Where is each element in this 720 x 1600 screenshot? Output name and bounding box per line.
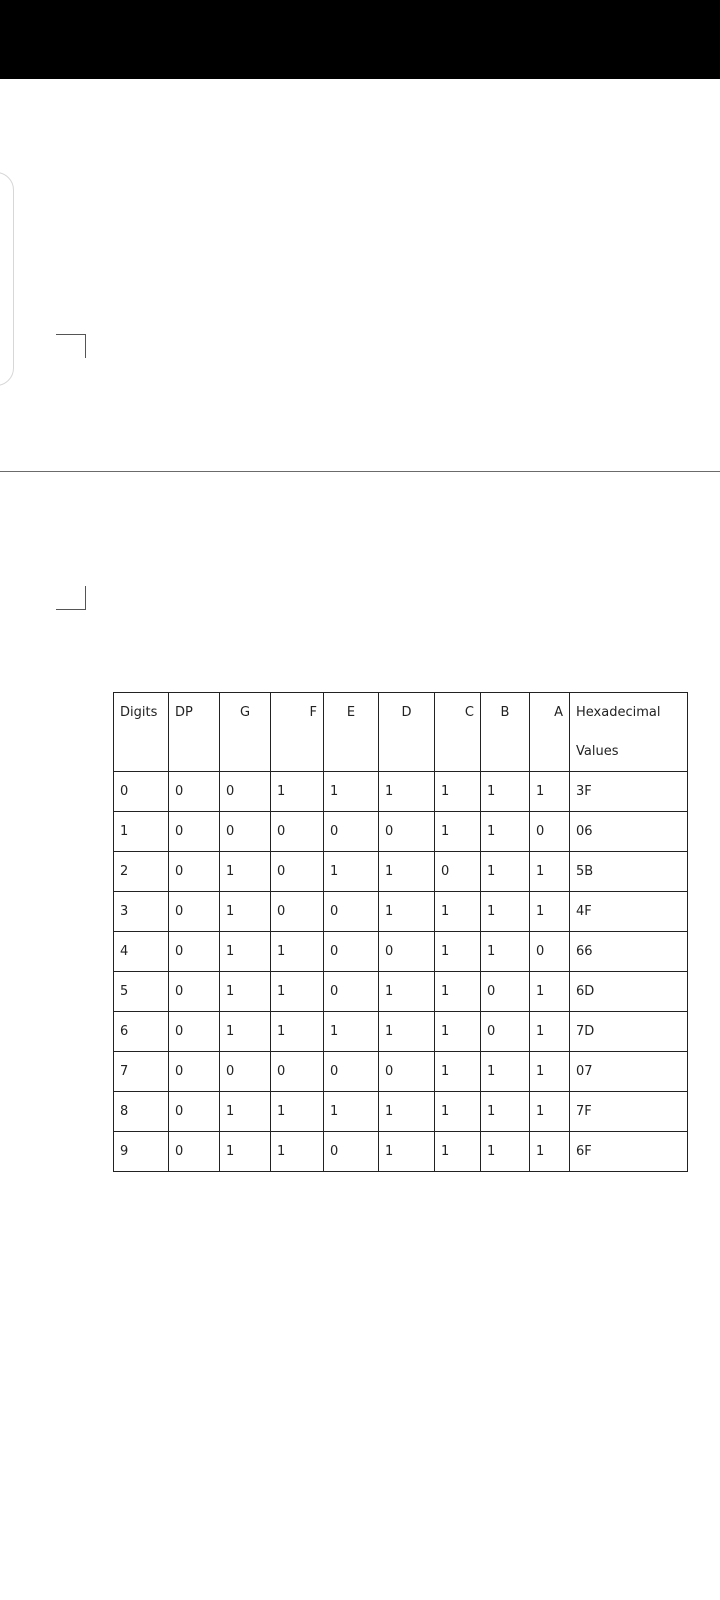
cell-b: 1 xyxy=(481,1092,530,1132)
cell-f: 0 xyxy=(271,1052,324,1092)
header-e: E xyxy=(324,693,379,772)
cell-b: 1 xyxy=(481,772,530,812)
cell-f: 1 xyxy=(271,1132,324,1172)
cell-hex: 4F xyxy=(570,892,688,932)
cell-g: 1 xyxy=(220,1132,271,1172)
cell-e: 0 xyxy=(324,1132,379,1172)
header-row xyxy=(114,693,688,772)
cell-c: 1 xyxy=(435,972,481,1012)
cell-dp: 0 xyxy=(169,1092,220,1132)
cell-g: 1 xyxy=(220,1092,271,1132)
cell-c: 0 xyxy=(435,852,481,892)
cell-hex: 07 xyxy=(570,1052,688,1092)
cell-g: 1 xyxy=(220,972,271,1012)
page-corner-mark-bottom xyxy=(56,586,86,610)
cell-a: 1 xyxy=(530,1092,570,1132)
cell-c: 1 xyxy=(435,932,481,972)
header-f: F xyxy=(271,693,324,772)
cell-g: 1 xyxy=(220,932,271,972)
cell-dp: 0 xyxy=(169,1052,220,1092)
seven-segment-table xyxy=(113,692,688,1172)
cell-digit: 5 xyxy=(114,972,169,1012)
cell-f: 1 xyxy=(271,972,324,1012)
table-row xyxy=(114,812,688,852)
cell-c: 1 xyxy=(435,1052,481,1092)
cell-dp: 0 xyxy=(169,892,220,932)
cell-hex: 06 xyxy=(570,812,688,852)
cell-e: 0 xyxy=(324,972,379,1012)
cell-a: 0 xyxy=(530,812,570,852)
cell-g: 1 xyxy=(220,892,271,932)
header-d: D xyxy=(379,693,435,772)
cell-a: 1 xyxy=(530,1052,570,1092)
cell-dp: 0 xyxy=(169,772,220,812)
cell-f: 0 xyxy=(271,852,324,892)
header-hex xyxy=(570,693,688,772)
cell-hex: 6F xyxy=(570,1132,688,1172)
cell-hex: 7D xyxy=(570,1012,688,1052)
cell-dp: 0 xyxy=(169,1012,220,1052)
cell-g: 1 xyxy=(220,1012,271,1052)
cell-c: 1 xyxy=(435,772,481,812)
cell-digit: 9 xyxy=(114,1132,169,1172)
cell-c: 1 xyxy=(435,1092,481,1132)
header-dp: DP xyxy=(169,693,220,772)
table-row xyxy=(114,772,688,812)
cell-digit: 3 xyxy=(114,892,169,932)
cell-dp: 0 xyxy=(169,852,220,892)
cell-digit: 6 xyxy=(114,1012,169,1052)
cell-b: 0 xyxy=(481,972,530,1012)
status-bar xyxy=(0,0,720,79)
cell-g: 0 xyxy=(220,1052,271,1092)
header-b: B xyxy=(481,693,530,772)
cell-d: 1 xyxy=(379,1092,435,1132)
cell-a: 1 xyxy=(530,892,570,932)
cell-c: 1 xyxy=(435,812,481,852)
table-row xyxy=(114,972,688,1012)
table-row xyxy=(114,932,688,972)
header-a: A xyxy=(530,693,570,772)
page-divider xyxy=(0,471,720,472)
cell-d: 1 xyxy=(379,852,435,892)
cell-digit: 7 xyxy=(114,1052,169,1092)
cell-dp: 0 xyxy=(169,972,220,1012)
header-hex-line1: Hexadecimal xyxy=(576,705,661,720)
cell-f: 1 xyxy=(271,932,324,972)
cell-b: 0 xyxy=(481,1012,530,1052)
cell-digit: 4 xyxy=(114,932,169,972)
cell-e: 1 xyxy=(324,772,379,812)
cell-digit: 8 xyxy=(114,1092,169,1132)
cell-d: 1 xyxy=(379,772,435,812)
cell-b: 1 xyxy=(481,932,530,972)
cell-digit: 1 xyxy=(114,812,169,852)
table-row xyxy=(114,1132,688,1172)
cell-a: 1 xyxy=(530,972,570,1012)
cell-e: 0 xyxy=(324,1052,379,1092)
cell-g: 1 xyxy=(220,852,271,892)
cell-b: 1 xyxy=(481,812,530,852)
cell-dp: 0 xyxy=(169,812,220,852)
header-hex-line2: Values xyxy=(576,744,619,759)
header-g: G xyxy=(220,693,271,772)
cell-e: 0 xyxy=(324,892,379,932)
table-row xyxy=(114,1092,688,1132)
cell-f: 0 xyxy=(271,812,324,852)
cell-dp: 0 xyxy=(169,932,220,972)
cell-e: 1 xyxy=(324,1092,379,1132)
cell-hex: 6D xyxy=(570,972,688,1012)
table-row xyxy=(114,1052,688,1092)
cell-a: 1 xyxy=(530,1132,570,1172)
cell-d: 0 xyxy=(379,932,435,972)
cell-hex: 5B xyxy=(570,852,688,892)
cell-digit: 2 xyxy=(114,852,169,892)
cell-e: 0 xyxy=(324,932,379,972)
header-c: C xyxy=(435,693,481,772)
cell-f: 1 xyxy=(271,772,324,812)
cell-d: 1 xyxy=(379,1012,435,1052)
cell-g: 0 xyxy=(220,772,271,812)
cell-b: 1 xyxy=(481,892,530,932)
table-header xyxy=(114,693,688,772)
cell-hex: 3F xyxy=(570,772,688,812)
cell-d: 1 xyxy=(379,972,435,1012)
header-digits: Digits xyxy=(114,693,169,772)
page-corner-mark-top xyxy=(56,334,86,358)
cell-e: 0 xyxy=(324,812,379,852)
cell-d: 1 xyxy=(379,1132,435,1172)
cell-f: 1 xyxy=(271,1092,324,1132)
cell-a: 1 xyxy=(530,1012,570,1052)
cell-e: 1 xyxy=(324,852,379,892)
table-body xyxy=(114,772,688,1172)
cell-a: 0 xyxy=(530,932,570,972)
side-panel-handle[interactable] xyxy=(0,172,14,386)
cell-b: 1 xyxy=(481,1052,530,1092)
cell-e: 1 xyxy=(324,1012,379,1052)
table-row xyxy=(114,852,688,892)
cell-c: 1 xyxy=(435,1132,481,1172)
cell-f: 1 xyxy=(271,1012,324,1052)
cell-hex: 66 xyxy=(570,932,688,972)
cell-b: 1 xyxy=(481,852,530,892)
table-row xyxy=(114,892,688,932)
cell-d: 1 xyxy=(379,892,435,932)
cell-dp: 0 xyxy=(169,1132,220,1172)
cell-g: 0 xyxy=(220,812,271,852)
cell-d: 0 xyxy=(379,812,435,852)
cell-digit: 0 xyxy=(114,772,169,812)
cell-c: 1 xyxy=(435,892,481,932)
cell-a: 1 xyxy=(530,772,570,812)
cell-b: 1 xyxy=(481,1132,530,1172)
cell-hex: 7F xyxy=(570,1092,688,1132)
table-row xyxy=(114,1012,688,1052)
cell-a: 1 xyxy=(530,852,570,892)
cell-d: 0 xyxy=(379,1052,435,1092)
cell-c: 1 xyxy=(435,1012,481,1052)
cell-f: 0 xyxy=(271,892,324,932)
